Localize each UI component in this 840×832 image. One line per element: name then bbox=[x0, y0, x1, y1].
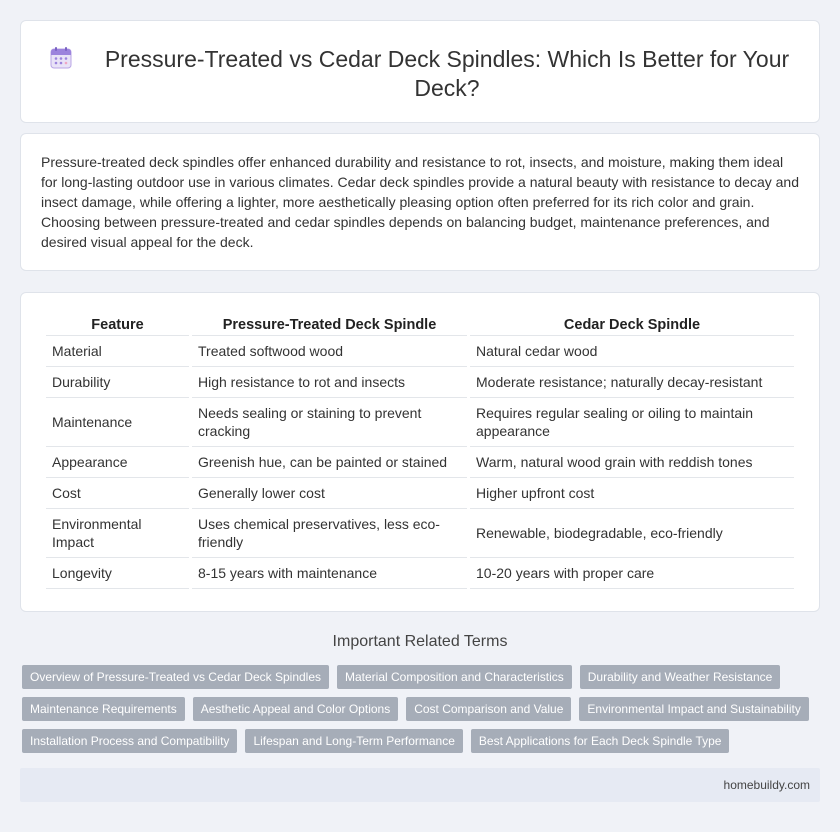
row-cedar-value: Natural cedar wood bbox=[470, 336, 794, 367]
related-term-tag[interactable]: Overview of Pressure-Treated vs Cedar Deck Spindles bbox=[22, 665, 329, 689]
table-row bbox=[46, 398, 794, 447]
row-feature: Material bbox=[46, 336, 189, 367]
related-term-tag[interactable]: Cost Comparison and Value bbox=[406, 697, 571, 721]
tag-row bbox=[22, 665, 822, 689]
related-term-tag[interactable]: Maintenance Requirements bbox=[22, 697, 185, 721]
column-header-feature: Feature bbox=[46, 313, 189, 336]
row-feature: Maintenance bbox=[46, 398, 189, 447]
row-feature: Cost bbox=[46, 478, 189, 509]
header-card bbox=[20, 20, 820, 123]
related-term-tag[interactable]: Lifespan and Long-Term Performance bbox=[245, 729, 462, 753]
intro-card bbox=[20, 133, 820, 271]
row-feature: Longevity bbox=[46, 558, 189, 589]
related-term-tag[interactable]: Material Composition and Characteristics bbox=[337, 665, 572, 689]
table-row bbox=[46, 509, 794, 558]
table-row bbox=[46, 478, 794, 509]
row-pressure-treated-value: Uses chemical preservatives, less eco-friendly bbox=[192, 509, 467, 558]
related-term-tag[interactable]: Durability and Weather Resistance bbox=[580, 665, 781, 689]
row-pressure-treated-value: Treated softwood wood bbox=[192, 336, 467, 367]
column-header-cedar: Cedar Deck Spindle bbox=[470, 313, 794, 336]
comparison-table bbox=[43, 313, 797, 589]
row-cedar-value: Higher upfront cost bbox=[470, 478, 794, 509]
row-pressure-treated-value: Generally lower cost bbox=[192, 478, 467, 509]
related-terms-title: Important Related Terms bbox=[332, 633, 508, 650]
row-cedar-value: Warm, natural wood grain with reddish tones bbox=[470, 447, 794, 478]
row-feature: Environmental Impact bbox=[46, 509, 189, 558]
related-term-tag[interactable]: Aesthetic Appeal and Color Options bbox=[193, 697, 398, 721]
table-header-row bbox=[46, 313, 794, 336]
row-cedar-value: 10-20 years with proper care bbox=[470, 558, 794, 589]
related-term-tag[interactable]: Installation Process and Compatibility bbox=[22, 729, 237, 753]
related-term-tag[interactable]: Environmental Impact and Sustainability bbox=[579, 697, 808, 721]
footer-site-link[interactable]: homebuildy.com bbox=[723, 778, 810, 792]
comparison-table-card bbox=[20, 292, 820, 612]
tag-row bbox=[22, 729, 822, 753]
calendar-icon bbox=[49, 46, 73, 70]
row-feature: Appearance bbox=[46, 447, 189, 478]
table-row bbox=[46, 367, 794, 398]
intro-text: Pressure-treated deck spindles offer enhanced durability and resistance to rot, insects, and moisture, making them ideal for long-lasting outdoor use in various climates. Cedar deck spindles provide a natural beauty with resistance to decay and insect damage, while offering a lighter, more aesthetically pleasing option often preferred for its rich color and grain. Choosing between pressure-treated and cedar spindles depends on balancing budget, maintenance preferences, and desired visual appeal for the deck. bbox=[41, 154, 799, 250]
row-cedar-value: Renewable, biodegradable, eco-friendly bbox=[470, 509, 794, 558]
table-row bbox=[46, 447, 794, 478]
table-row bbox=[46, 336, 794, 367]
table-row bbox=[46, 558, 794, 589]
row-pressure-treated-value: Needs sealing or staining to prevent cracking bbox=[192, 398, 467, 447]
row-pressure-treated-value: 8-15 years with maintenance bbox=[192, 558, 467, 589]
tag-row bbox=[22, 697, 822, 721]
row-pressure-treated-value: High resistance to rot and insects bbox=[192, 367, 467, 398]
related-term-tag[interactable]: Best Applications for Each Deck Spindle Type bbox=[471, 729, 730, 753]
related-terms-tags bbox=[22, 665, 822, 761]
footer-bar bbox=[20, 768, 820, 802]
row-pressure-treated-value: Greenish hue, can be painted or stained bbox=[192, 447, 467, 478]
row-cedar-value: Requires regular sealing or oiling to maintain appearance bbox=[470, 398, 794, 447]
row-cedar-value: Moderate resistance; naturally decay-resistant bbox=[470, 367, 794, 398]
row-feature: Durability bbox=[46, 367, 189, 398]
column-header-pressure-treated: Pressure-Treated Deck Spindle bbox=[192, 313, 467, 336]
page-title: Pressure-Treated vs Cedar Deck Spindles: Which Is Better for Your Deck? bbox=[104, 46, 790, 101]
